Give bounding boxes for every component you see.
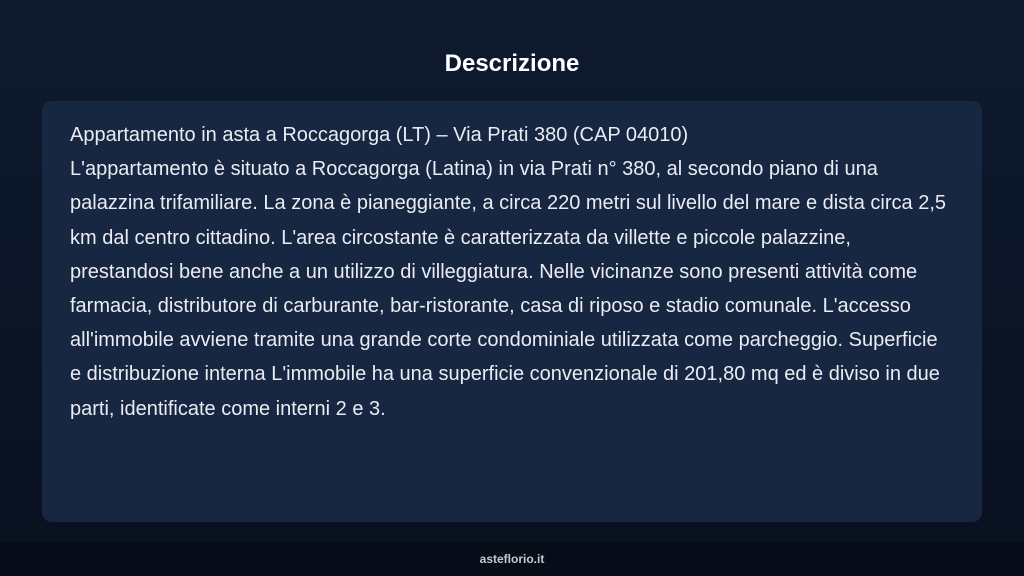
description-text [70,118,954,426]
description-heading-line: Appartamento in asta a Roccagorga (LT) – Via Prati 380 (CAP 04010) [70,124,689,146]
description-card [42,101,982,522]
page-title: Descrizione [444,50,580,77]
footer-site-label: asteflorio.it [479,552,545,566]
footer-bar [0,543,1024,576]
description-body: L'appartamento è situato a Roccagorga (Latina) in via Prati n° 380, al secondo piano di una palazzina trifamiliare. La zona è pianeggiante, a circa 220 metri sul livello del mare e dista circa 2,5 km dal centro cittadino. L'area circostante è caratterizzata da villette e piccole palazzine, prestandosi bene anche a un utilizzo di villeggiatura. Nelle vicinanze sono presenti attività come farmacia, distributore di carburante, bar-ristorante, casa di riposo e stadio comunale. L'accesso all'immobile avviene tramite una grande corte condominiale utilizzata come parcheggio. Superficie e distribuzione interna L'immobile ha una superficie convenzionale di 201,80 mq ed è diviso in due parti, identificate come interni 2 e 3. [70,158,947,420]
